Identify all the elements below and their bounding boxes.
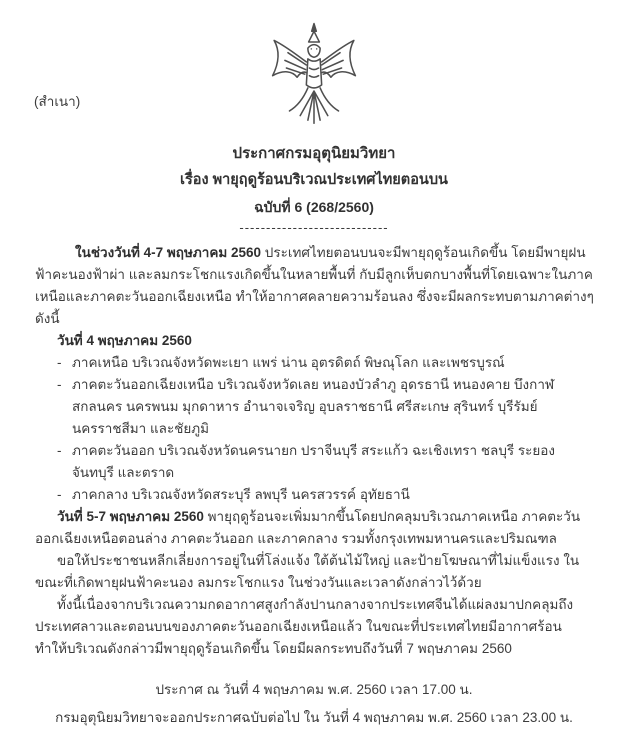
bullet-east [35, 440, 594, 484]
bullet-central [35, 484, 594, 506]
issue-number: ฉบับที่ 6 (268/2560) [254, 199, 374, 215]
bullet-central-text: ภาคกลาง บริเวณจังหวัดสระบุรี ลพบุรี นครสวรรค์ อุทัยธานี [72, 487, 410, 502]
footer-next-issue-line: กรมอุตุนิยมวิทยาจะออกประกาศฉบับต่อไป ใน วันที่ 4 พฤษภาคม พ.ศ. 2560 เวลา 23.00 น. [55, 710, 573, 725]
bullet-northeast [35, 374, 594, 440]
subject-line: เรื่อง พายุฤดูร้อนบริเวณประเทศไทยตอนบน [180, 172, 448, 188]
copy-label: (สำเนา) [34, 94, 81, 109]
document-footer [0, 676, 628, 732]
page-title: ประกาศกรมอุตุนิยมวิทยา [232, 145, 396, 162]
dash-marker: - [57, 355, 62, 370]
intro-date-range: ในช่วงวันที่ 4-7 พฤษภาคม 2560 [75, 245, 262, 260]
bullet-north [35, 352, 594, 374]
dash-marker: - [57, 443, 62, 458]
divider: ---------------------------- [239, 220, 389, 235]
bullet-east-text: ภาคตะวันออก บริเวณจังหวัดนครนายก ปราจีนบุรี สระแก้ว ฉะเชิงเทรา ชลบุรี ระยอง จันทบุรี และตราด [72, 443, 556, 480]
paragraph-cause: ทั้งนี้เนื่องจากบริเวณความกดอากาศสูงกำลังปานกลางจากประเทศจีนได้แผ่ลงมาปกคลุมถึงประเทศลาวและตอนบนของภาคตะวันออกเฉียงเหนือแล้ว ในขณะที่ประเทศไทยมีอากาศร้อน ทำให้บริเวณดังกล่าวมีพายุฤดูร้อนเกิดขึ้น โดยมีผลกระทบถึงวันที่ 7 พฤษภาคม 2560 [35, 597, 574, 656]
may5-7-date-range: วันที่ 5-7 พฤษภาคม 2560 [57, 509, 204, 524]
paragraph-intro [35, 242, 594, 330]
intro-text: ประเทศไทยตอนบนจะมีพายุฤดูร้อนเกิดขึ้น โดยมีพายุฝนฟ้าคะนองฟ้าผ่า และลมกระโชกแรงเกิดขึ้นในหลายพื้นที่ กับมีลูกเห็บตกบางพื้นที่โดยเฉพาะในภาคเหนือและภาคตะวันออกเฉียงเหนือ ทำให้อากาศคลายความร้อนลง ซึ่งจะมีผลกระทบตามภาคต่างๆ ดังนี้ [35, 245, 594, 326]
bullet-northeast-text: ภาคตะวันออกเฉียงเหนือ บริเวณจังหวัดเลย หนองบัวลำภู อุดรธานี หนองคาย บึงกาฬ สกลนคร นครพนม มุกดาหาร อำนาจเจริญ อุบลราชธานี ศรีสะเกษ สุรินทร์ บุรีรัมย์ นครราชสีมา และชัยภูมิ [72, 377, 555, 436]
dash-marker: - [57, 487, 62, 502]
document-body [35, 242, 594, 660]
document-header [0, 0, 628, 236]
paragraph-advisory: ขอให้ประชาชนหลีกเลี่ยงการอยู่ในที่โล่งแจ้ง ใต้ต้นไม้ใหญ่ และป้ายโฆษณาที่ไม่แข็งแรง ในขณะที่เกิดพายุฝนฟ้าคะนอง ลมกระโชกแรง ในช่วงวันและเวลาดังกล่าวไว้ด้วย [35, 553, 580, 590]
dash-marker: - [57, 377, 62, 392]
date-heading-may4: วันที่ 4 พฤษภาคม 2560 [57, 333, 192, 348]
footer-issued-line: ประกาศ ณ วันที่ 4 พฤษภาคม พ.ศ. 2560 เวลา 17.00 น. [155, 682, 473, 697]
bullet-north-text: ภาคเหนือ บริเวณจังหวัดพะเยา แพร่ น่าน อุตรดิตถ์ พิษณุโลก และเพชรบูรณ์ [72, 355, 505, 370]
may5-7-text: พายุฤดูร้อนจะเพิ่มมากขึ้นโดยปกคลุมบริเวณภาคเหนือ ภาคตะวันออกเฉียงเหนือตอนล่าง ภาคตะวันออก และภาคกลาง รวมทั้งกรุงเทพมหานครและปริมณฑล [35, 509, 581, 546]
garuda-emblem-icon [268, 20, 360, 136]
paragraph-may5-7 [35, 506, 594, 550]
